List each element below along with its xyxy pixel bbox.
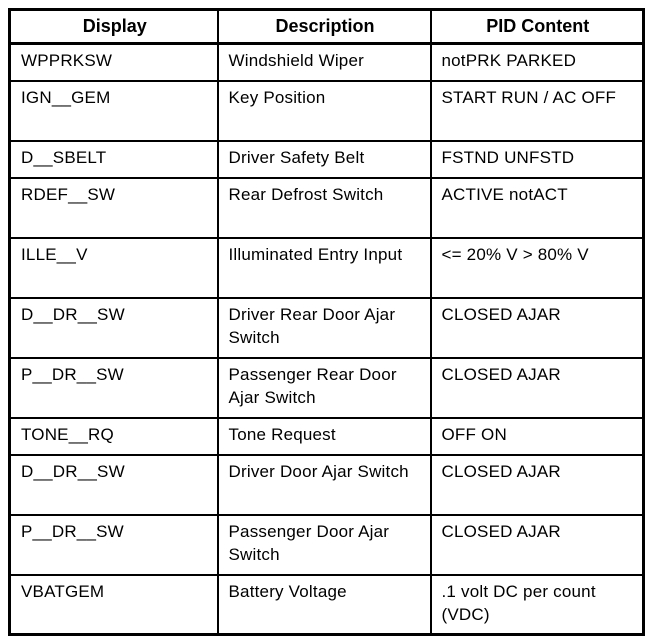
header-display: Display [10, 10, 218, 44]
description-cell: Battery Voltage [218, 575, 431, 635]
display-cell: IGN__GEM [10, 81, 218, 141]
pid-content-cell: <= 20% V > 80% V [431, 238, 644, 298]
description-cell: Key Position [218, 81, 431, 141]
description-cell: Passenger Rear Door Ajar Switch [218, 358, 431, 418]
pid-content-cell: CLOSED AJAR [431, 515, 644, 575]
pid-content-cell: CLOSED AJAR [431, 358, 644, 418]
header-pid-content: PID Content [431, 10, 644, 44]
table-row [10, 81, 644, 141]
description-cell: Driver Door Ajar Switch [218, 455, 431, 515]
pid-content-cell: FSTND UNFSTD [431, 141, 644, 178]
pid-content-cell: CLOSED AJAR [431, 298, 644, 358]
display-cell: D__DR__SW [10, 298, 218, 358]
display-cell: VBATGEM [10, 575, 218, 635]
description-cell: Passenger Door Ajar Switch [218, 515, 431, 575]
header-description: Description [218, 10, 431, 44]
pid-content-cell: OFF ON [431, 418, 644, 455]
pid-content-cell: notPRK PARKED [431, 44, 644, 81]
table-row [10, 238, 644, 298]
table-row [10, 358, 644, 418]
table-row [10, 575, 644, 635]
description-cell: Windshield Wiper [218, 44, 431, 81]
header-row [10, 10, 644, 44]
table-row [10, 515, 644, 575]
description-cell: Driver Safety Belt [218, 141, 431, 178]
pid-content-cell: CLOSED AJAR [431, 455, 644, 515]
pid-content-cell: START RUN / AC OFF [431, 81, 644, 141]
table-row [10, 44, 644, 81]
display-cell: RDEF__SW [10, 178, 218, 238]
pid-content-cell: .1 volt DC per count (VDC) [431, 575, 644, 635]
description-cell: Driver Rear Door Ajar Switch [218, 298, 431, 358]
pid-table [8, 8, 645, 636]
display-cell: P__DR__SW [10, 515, 218, 575]
description-cell: Tone Request [218, 418, 431, 455]
display-cell: TONE__RQ [10, 418, 218, 455]
description-cell: Illuminated Entry Input [218, 238, 431, 298]
display-cell: WPPRKSW [10, 44, 218, 81]
display-cell: ILLE__V [10, 238, 218, 298]
display-cell: P__DR__SW [10, 358, 218, 418]
description-cell: Rear Defrost Switch [218, 178, 431, 238]
display-cell: D__SBELT [10, 141, 218, 178]
table-row [10, 455, 644, 515]
table-row [10, 178, 644, 238]
table-row [10, 141, 644, 178]
table-row [10, 418, 644, 455]
pid-content-cell: ACTIVE notACT [431, 178, 644, 238]
table-row [10, 298, 644, 358]
display-cell: D__DR__SW [10, 455, 218, 515]
